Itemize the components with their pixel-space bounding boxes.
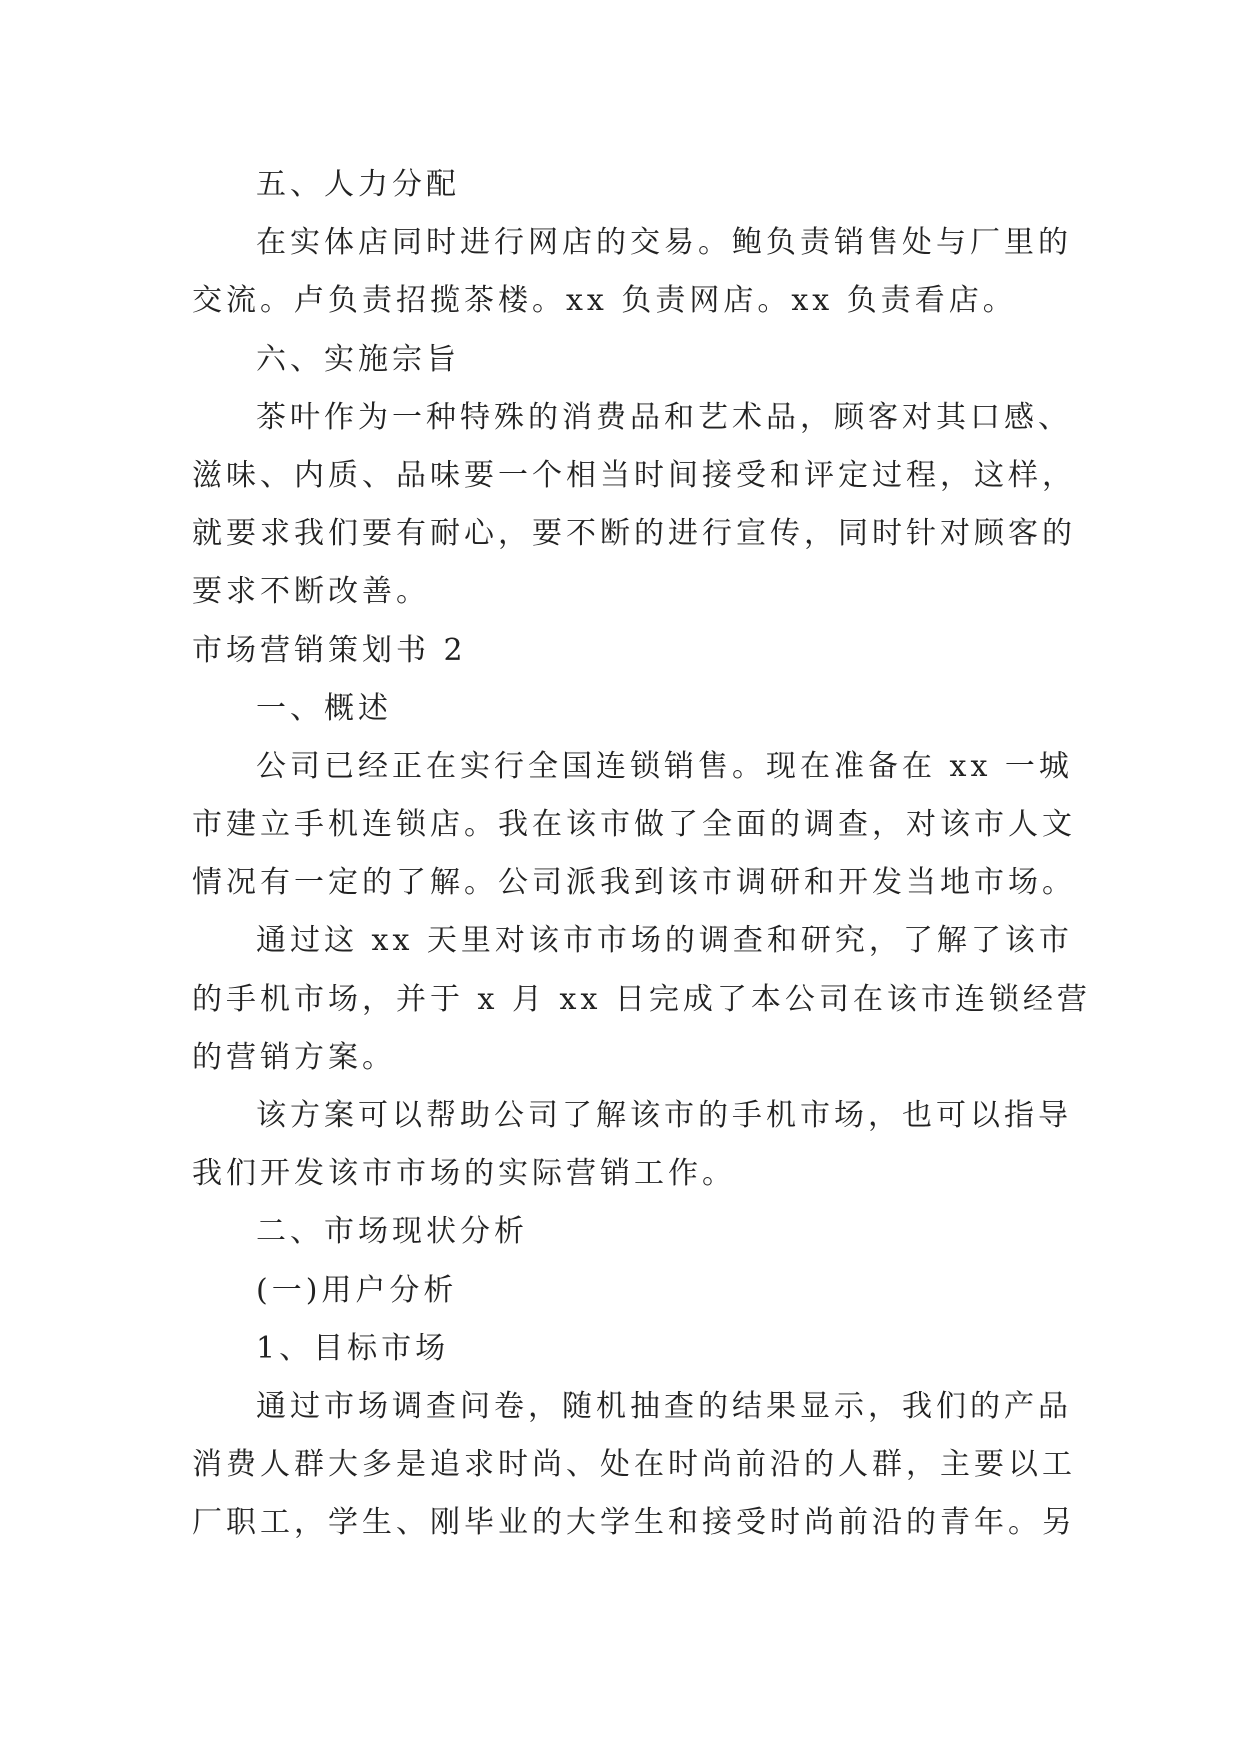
paragraph-line: 交流。卢负责招揽茶楼。xx 负责网店。xx 负责看店。: [192, 283, 1017, 319]
paragraph-line: 厂职工，学生、刚毕业的大学生和接受时尚前沿的青年。另: [192, 1505, 1076, 1541]
paragraph-line: 该方案可以帮助公司了解该市的手机市场，也可以指导: [256, 1098, 1072, 1133]
paragraph-line: 滋味、内质、品味要一个相当时间接受和评定过程，这样，: [192, 457, 1076, 493]
subsection-heading: (一)用户分析: [256, 1272, 458, 1308]
section-heading: 五、人力分配: [256, 167, 460, 202]
section-heading: 六、实施宗旨: [256, 341, 460, 377]
paragraph-line: 在实体店同时进行网店的交易。鲍负责销售处与厂里的: [256, 225, 1072, 261]
paragraph-line: 要求不断改善。: [192, 574, 430, 610]
document-page: [192, 156, 1091, 1553]
paragraph-line: 茶叶作为一种特殊的消费品和艺术品，顾客对其口感、: [256, 399, 1072, 435]
paragraph-line: 情况有一定的了解。公司派我到该市调研和开发当地市场。: [192, 865, 1076, 901]
paragraph-line: 消费人群大多是追求时尚、处在时尚前沿的人群，主要以工: [192, 1447, 1076, 1483]
subsection-heading: 1、目标市场: [256, 1330, 450, 1366]
paragraph-line: 通过这 xx 天里对该市市场的调查和研究，了解了该市: [256, 923, 1073, 959]
paragraph-line: 市建立手机连锁店。我在该市做了全面的调查，对该市人文: [192, 807, 1076, 843]
document-title: 市场营销策划书 2: [192, 632, 467, 668]
paragraph-line: 的手机市场，并于 x 月 xx 日完成了本公司在该市连锁经营: [192, 981, 1091, 1017]
section-heading: 二、市场现状分析: [256, 1214, 528, 1250]
paragraph-line: 我们开发该市市场的实际营销工作。: [192, 1156, 736, 1192]
paragraph-line: 通过市场调查问卷，随机抽查的结果显示，我们的产品: [256, 1388, 1072, 1424]
paragraph-line: 就要求我们要有耐心，要不断的进行宣传，同时针对顾客的: [192, 516, 1076, 552]
section-heading: 一、概述: [256, 690, 392, 726]
paragraph-line: 公司已经正在实行全国连锁销售。现在准备在 xx 一城: [256, 748, 1073, 784]
paragraph-line: 的营销方案。: [192, 1039, 396, 1075]
